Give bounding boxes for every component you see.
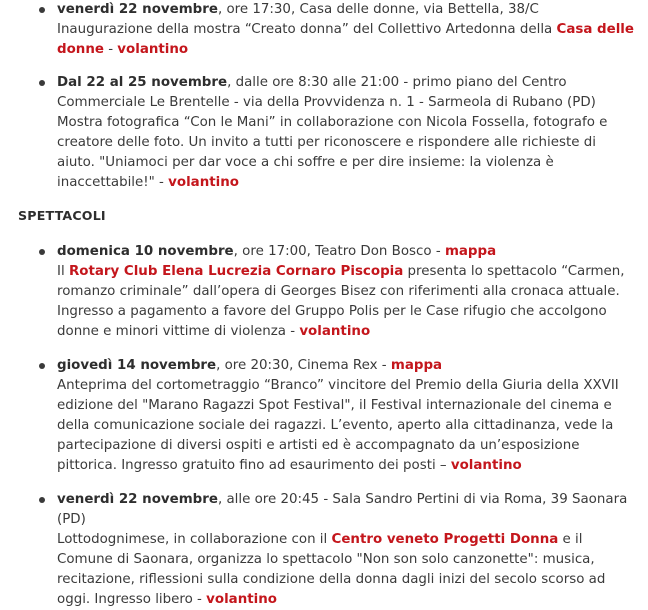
event-description: Mostra fotografica “Con le Mani” in collaborazione con Nicola Fossella, fotografo e creatore delle foto. Un invito a tutti per riconoscere e rispondere alle richieste di aiuto. "Uniamoci per dar voce a chi soffre e per dire insieme: la violenza è inaccettabile!" - (57, 115, 608, 190)
event-description: Inaugurazione della mostra “Creato donna” del Collettivo Artedonna della (57, 22, 557, 37)
event-date: venerdì 22 novembre (57, 492, 218, 507)
event-pre: Lottodognimese, in collaborazione con il (57, 532, 332, 547)
volantino-link[interactable]: volantino (168, 175, 239, 190)
bullet-icon (39, 363, 45, 369)
mappa-link[interactable]: mappa (444, 244, 497, 259)
event-details: , alle ore 20:45 - Sala Sandro Pertini di via Roma, 39 Saonara (PD) (57, 492, 628, 527)
separator: - (103, 42, 118, 57)
rotary-club-link[interactable]: Rotary Club Elena Lucrezia Cornaro Piscopia (68, 264, 404, 279)
volantino-link[interactable]: volantino (299, 324, 371, 339)
event-date: venerdì 22 novembre (57, 2, 218, 17)
centro-veneto-link[interactable]: Centro veneto Progetti Donna (331, 532, 559, 547)
casa-delle-donne-link[interactable]: Casa delle donne (57, 22, 634, 57)
event-date: giovedì 14 novembre (57, 358, 217, 373)
event-description: presenta lo spettacolo “Carmen, romanzo criminale” dall’opera di Georges Bisez con riferimenti alla cronaca attuale. Ingresso a pagamento a favore del Gruppo Polis per le Case rifugio che accolgono donne e minori vittime di violenza - (57, 264, 625, 339)
event-date: domenica 10 novembre (57, 244, 234, 259)
event-description: Anteprima del cortometraggio “Branco” vincitore del Premio della Giuria della XXVII edizione del "Marano Ragazzi Spot Festival", il Festival internazionale del cinema e della comunicazione sociale dei ragazzi. L’evento, aperto alla cittadinanza, vede la partecipazione di diversi ospiti e artisti ed è accompagnato da un’esposizione pittorica. Ingresso gratuito fino ad esaurimento dei posti – (57, 378, 619, 473)
list-item (57, 490, 637, 610)
list-item (57, 0, 637, 60)
list-item (57, 356, 637, 476)
volantino-link[interactable]: volantino (450, 458, 522, 473)
bullet-icon (39, 249, 45, 255)
event-details: , dalle ore 8:30 alle 21:00 - primo piano del Centro Commerciale Le Brentelle - via della Provvidenza n. 1 - Sarmeola di Rubano (PD) (57, 75, 596, 110)
bullet-icon (39, 497, 45, 503)
event-details: , ore 17:00, Teatro Don Bosco - (233, 244, 445, 259)
volantino-link[interactable]: volantino (206, 592, 277, 607)
bullet-icon (39, 80, 45, 86)
list-item (57, 73, 637, 193)
section-heading: SPETTACOLI (18, 208, 106, 223)
event-pre: Il (57, 264, 69, 279)
event-details: , ore 20:30, Cinema Rex - (216, 358, 391, 373)
event-details: , ore 17:30, Casa delle donne, via Bettella, 38/C (217, 2, 539, 17)
list-item (57, 242, 637, 342)
event-date: Dal 22 al 25 novembre (57, 75, 228, 90)
event-description: e il Comune di Saonara, organizza lo spettacolo "Non son solo canzonette": musica, recitazione, riflessioni sulla condizione della donna dagli inizi del secolo scorso ad oggi. Ingresso libero - (57, 532, 606, 607)
mappa-link[interactable]: mappa (390, 358, 443, 373)
bullet-icon (39, 7, 45, 13)
volantino-link[interactable]: volantino (117, 42, 189, 57)
